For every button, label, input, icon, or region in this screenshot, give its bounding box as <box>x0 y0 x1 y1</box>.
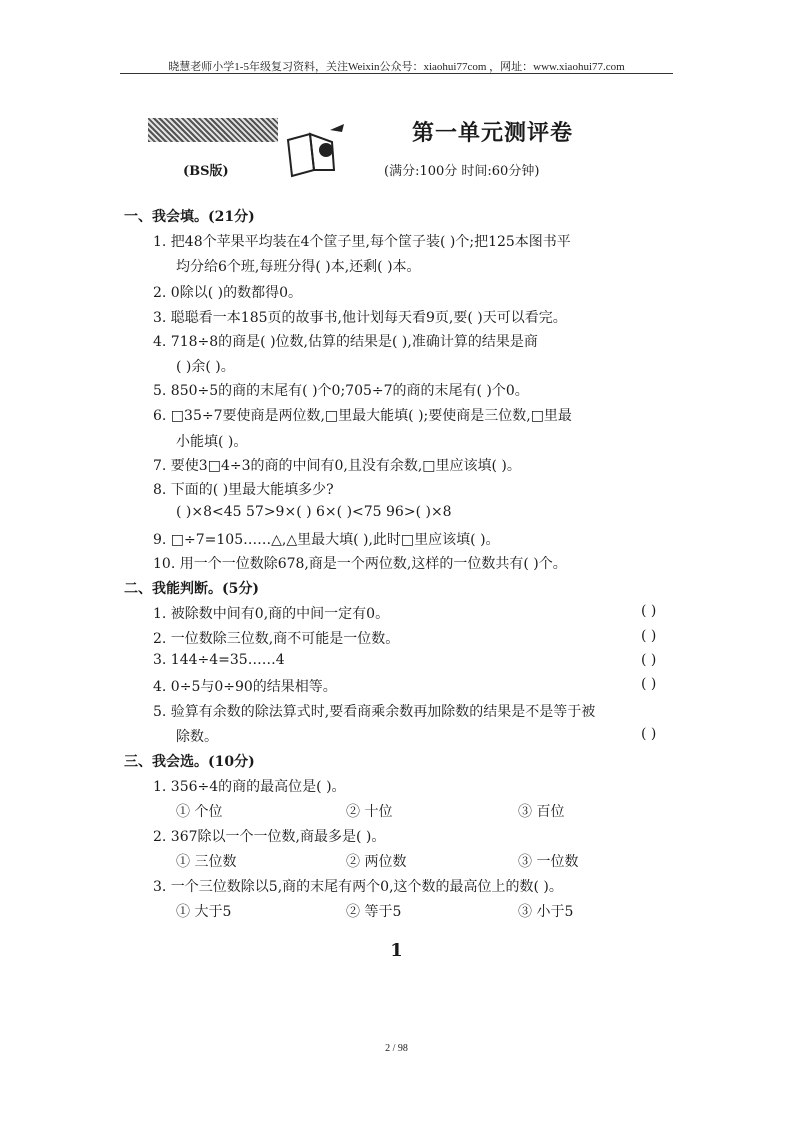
fill-q6: 6. □35÷7要使商是两位数,□里最大能填( );要使商是三位数,□里最 <box>153 408 572 424</box>
judge-q5: 5. 验算有余数的除法算式时,要看商乘余数再加除数的结果是不是等于被 <box>153 704 596 720</box>
fill-q10: 10. 用一个一位数除678,商是一个两位数,这样的一位数共有( )个。 <box>153 556 567 572</box>
fill-q5: 5. 850÷5的商的末尾有( )个0;705÷7的商的末尾有( )个0。 <box>153 383 529 399</box>
page-number: 1 <box>390 940 403 961</box>
option: ① 个位 <box>176 804 223 820</box>
page-title: 第一单元测评卷 <box>412 120 574 146</box>
edition-label: (BS版) <box>183 164 229 179</box>
book-icon <box>280 120 350 180</box>
fill-q8-cont: ( )×8<45 57>9×( ) 6×( )<75 96>( )×8 <box>176 504 452 520</box>
fill-q6-cont: 小能填( )。 <box>176 434 248 450</box>
fill-q4-cont: ( )余( )。 <box>176 359 235 375</box>
answer-paren: ( ) <box>641 726 657 742</box>
choose-q2: 2. 367除以一个一位数,商最多是( )。 <box>153 829 386 845</box>
banner-logo <box>148 118 278 142</box>
choose-q1: 1. 356÷4的商的最高位是( )。 <box>153 779 346 795</box>
section-2-heading: 二、我能判断。(5分) <box>124 581 259 597</box>
option: ② 两位数 <box>346 854 407 870</box>
answer-paren: ( ) <box>641 603 657 619</box>
option: ③ 百位 <box>518 804 565 820</box>
fill-q7: 7. 要使3□4÷3的商的中间有0,且没有余数,□里应该填( )。 <box>153 458 521 474</box>
section-3-heading: 三、我会选。(10分) <box>124 754 255 770</box>
answer-paren: ( ) <box>641 652 657 668</box>
score-time: (满分:100分 时间:60分钟) <box>384 164 540 179</box>
option: ② 等于5 <box>346 904 402 920</box>
option: ① 三位数 <box>176 854 237 870</box>
option: ③ 一位数 <box>518 854 579 870</box>
choose-q3: 3. 一个三位数除以5,商的末尾有两个0,这个数的最高位上的数( )。 <box>153 879 563 895</box>
judge-q3: 3. 144÷4=35……4 <box>153 652 285 668</box>
fill-q1: 1. 把48个苹果平均装在4个筐子里,每个筐子装( )个;把125本图书平 <box>153 234 571 250</box>
answer-paren: ( ) <box>641 628 657 644</box>
fill-q3: 3. 聪聪看一本185页的故事书,他计划每天看9页,要( )天可以看完。 <box>153 310 567 326</box>
judge-q5-cont: 除数。 <box>176 729 218 745</box>
judge-q2: 2. 一位数除三位数,商不可能是一位数。 <box>153 631 400 647</box>
fill-q9: 9. □÷7=105……△,△里最大填( ),此时□里应该填( )。 <box>153 532 500 548</box>
header-rule <box>120 73 673 74</box>
section-1-heading: 一、我会填。(21分) <box>124 209 255 225</box>
judge-q1: 1. 被除数中间有0,商的中间一定有0。 <box>153 606 390 622</box>
option: ② 十位 <box>346 804 393 820</box>
option: ③ 小于5 <box>518 904 574 920</box>
fill-q2: 2. 0除以( )的数都得0。 <box>153 285 302 301</box>
site-header: 晓慧老师小学1-5年级复习资料，关注Weixin公众号：xiaohui77com ，网址：www.xiaohui77.com <box>168 61 625 73</box>
judge-q4: 4. 0÷5与0÷90的结果相等。 <box>153 679 337 695</box>
fill-q4: 4. 718÷8的商是( )位数,估算的结果是( ),准确计算的结果是商 <box>153 334 538 350</box>
page-counter: 2 / 98 <box>385 1043 408 1054</box>
fill-q8: 8. 下面的( )里最大能填多少? <box>153 482 334 498</box>
option: ① 大于5 <box>176 904 232 920</box>
answer-paren: ( ) <box>641 676 657 692</box>
fill-q1-cont: 均分给6个班,每班分得( )本,还剩( )本。 <box>176 259 421 275</box>
